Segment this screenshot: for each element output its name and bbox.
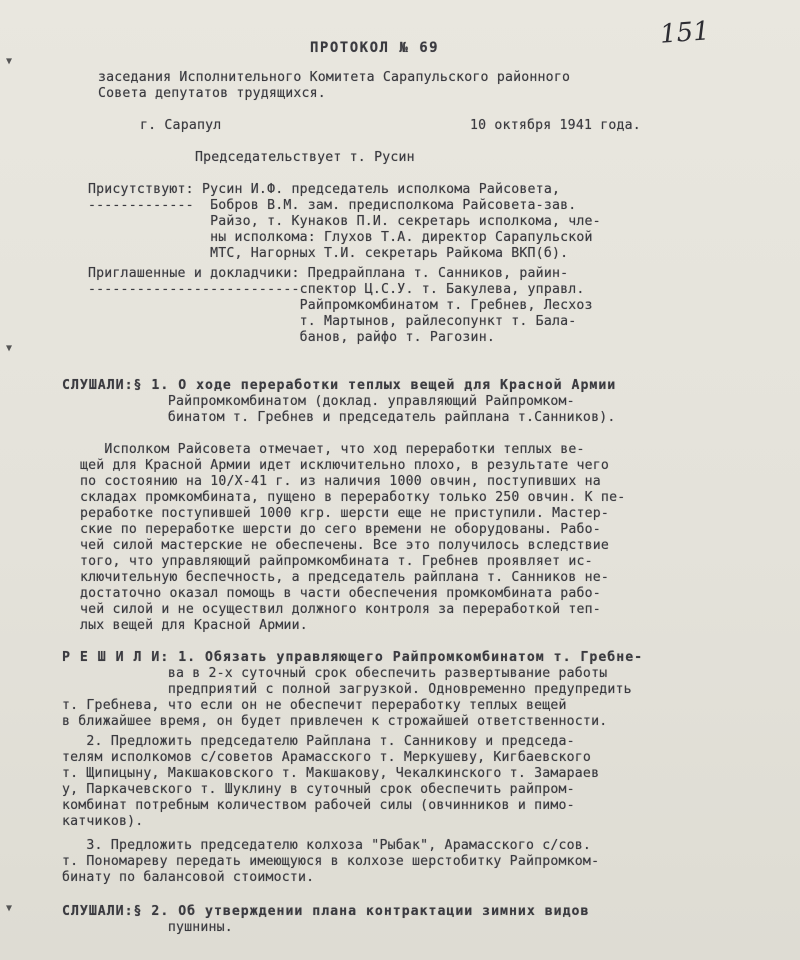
document-title: ПРОТОКОЛ № 69 [310,40,440,56]
decision-line: 3. Предложить председателю колхоза "Рыбак", Арамасского с/сов. [62,838,592,853]
meeting-place: г. Сарапул [140,118,222,133]
heard-heading-line: СЛУШАЛИ:§ 1. О ходе переработки теплых вещей для Красной Армии [62,378,617,393]
decision-line: т. Щипицыну, Макшаковского т. Макшакову, Чекалкинского т. Замараев [62,766,600,781]
attendance-line: Райзо, т. Кунаков П.И. секретарь исполкома, чле- [88,214,601,229]
body-line: лых вещей для Красной Армии. [80,618,308,633]
attendance-line: --------------------------спектор Ц.С.У. т. Бакулева, управл. [88,282,585,297]
body-line: того, что управляющий райпромкомбината т. Гребнев проявляет ис- [80,554,593,569]
decision-line: ва в 2-х суточный срок обеспечить развертывание работы [62,666,608,681]
body-line: ские по переработке шерсти до сего времени не оборудованы. Рабо- [80,522,601,537]
decision-line: т. Гребнева, что если он не обеспечит переработку теплых вещей [62,698,567,713]
body-line: щей для Красной Армии идет исключительно плохо, в результате чего [80,458,610,473]
decision-line: предприятий с полной загрузкой. Одновременно предупредить [62,682,632,697]
attendance-line: ------------- Бобров В.М. зам. предисполкома Райсовета-зав. [88,198,577,213]
meeting-date: 10 октября 1941 года. [470,118,641,133]
heard-heading-line: Райпромкомбинатом (доклад. управляющий Райпромком- [62,394,575,409]
decision-line: комбинат потребным количеством рабочей силы (овчинников и пимо- [62,798,575,813]
decision-line: катчиков). [62,814,144,829]
body-line: складах промкомбината, пущено в переработку только 250 овчин. К пе- [80,490,626,505]
body-line: по состоянию на 10/Х-41 г. из наличия 1000 овчин, поступивших на [80,474,601,489]
attendance-line: ны исполкома: Глухов Т.А. директор Сарапульской [88,230,593,245]
body-line: чей силой и не осуществил должного контроля за переработкой теп- [80,602,601,617]
heard-heading-line: бинатом т. Гребнев и председатель райплана т.Санников). [62,410,616,425]
attendance-line: т. Мартынов, райлесопункт т. Бала- [88,314,577,329]
punch-mark: ▼ [6,903,13,914]
attendance-line: Приглашенные и докладчики: Предрайплана т. Санников, райин- [88,266,569,281]
heard-heading-line: пушнины. [62,920,233,935]
attendance-line: МТС, Нагорных Т.И. секретарь Райкома ВКП(б). [88,246,569,261]
heard-heading-line: СЛУШАЛИ:§ 2. Об утверждении плана контрактации зимних видов [62,904,590,919]
document-subtitle: заседания Исполнительного Комитета Сарапульского районного [98,70,571,85]
attendance-line: Райпромкомбинатом т. Гребнев, Лесхоз [88,298,593,313]
chairperson: Председательствует т. Русин [195,150,415,165]
body-line: реработке поступившей 1000 кгр. шерсти еще не приступили. Мастер- [80,506,610,521]
folio-number: 151 [659,16,711,50]
body-line: ключительную беспечность, а председатель райплана т. Санников не- [80,570,610,585]
document-subtitle: Совета депутатов трудящихся. [98,86,326,101]
decision-line: телям исполкомов с/советов Арамасского т. Меркушеву, Кигбаевского [62,750,592,765]
decision-line: т. Пономареву передать имеющуюся в колхозе шерстобитку Райпромком- [62,854,600,869]
attendance-line: Присутствуют: Русин И.Ф. председатель исполкома Райсовета, [88,182,561,197]
body-line: достаточно оказал помощь в части обеспечения промкомбината рабо- [80,586,601,601]
body-line: чей силой мастерские не обеспечены. Все это получилось вследствие [80,538,610,553]
body-line: Исполком Райсовета отмечает, что ход переработки теплых ве- [80,442,585,457]
punch-mark: ▼ [6,56,13,67]
decision-line: Р Е Ш И Л И: 1. Обязать управляющего Райпромкомбинатом т. Гребне- [62,650,644,665]
decision-line: в ближайшее время, он будет привлечен к строжайшей ответственности. [62,714,608,729]
decision-line: 2. Предложить председателю Райплана т. Санникову и председа- [62,734,575,749]
decision-line: у, Паркачевского т. Шуклину в суточный срок обеспечить райпром- [62,782,575,797]
decision-line: бинату по балансовой стоимости. [62,870,315,885]
punch-mark: ▼ [6,343,13,354]
attendance-line: банов, райфо т. Рагозин. [88,330,495,345]
